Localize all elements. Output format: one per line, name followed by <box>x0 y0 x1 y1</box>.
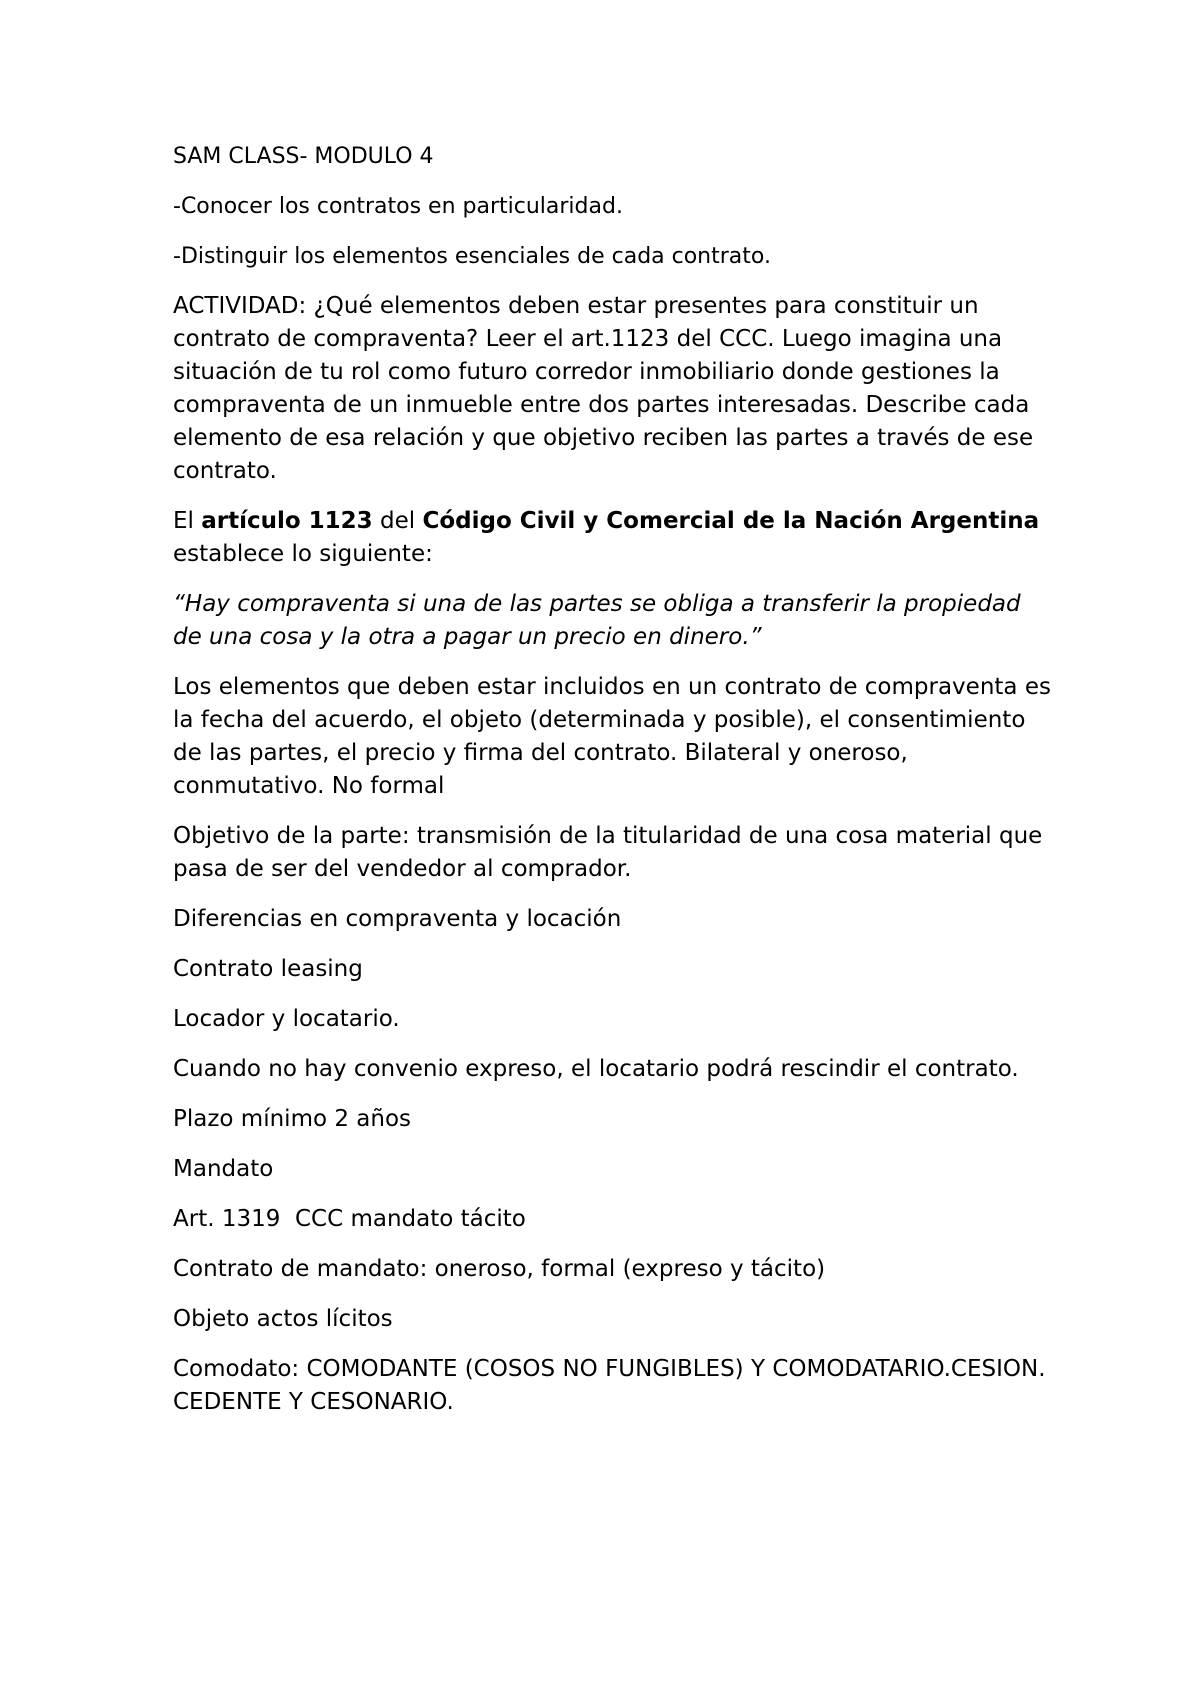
document-title: SAM CLASS- MODULO 4 <box>173 144 434 169</box>
paragraph-plazo: Plazo mínimo 2 años <box>173 1106 412 1132</box>
paragraph-art-1319: Art. 1319 CCC mandato tácito <box>173 1206 526 1232</box>
document-page <box>173 140 1053 1436</box>
article-intro-text-2: del <box>372 508 423 534</box>
paragraph-differences: Diferencias en compraventa y locación <box>173 906 622 932</box>
article-intro-text-1: El <box>173 508 202 534</box>
paragraph-leasing: Contrato leasing <box>173 956 363 982</box>
article-intro <box>173 505 1053 571</box>
paragraph-objeto: Objeto actos lícitos <box>173 1306 393 1332</box>
activity-paragraph: ACTIVIDAD: ¿Qué elementos deben estar presentes para constituir un contrato de compraventa? Leer el art.1123 del CCC. Luego imagina una situación de tu rol como futuro corredor inmobiliario donde gestiones la compraventa de un inmueble entre dos partes interesadas. Describe cada elemento de esa relación y que objetivo reciben las partes a través de ese contrato. <box>173 293 1034 484</box>
paragraph-objective: Objetivo de la parte: transmisión de la titularidad de una cosa material que pasa de ser del vendedor al comprador. <box>173 823 1043 882</box>
paragraph-mandato: Mandato <box>173 1156 274 1182</box>
article-number: artículo 1123 <box>201 508 373 534</box>
article-intro-text-3: establece lo siguiente: <box>173 541 433 567</box>
paragraph-contrato-mandato: Contrato de mandato: oneroso, formal (expreso y tácito) <box>173 1256 826 1282</box>
paragraph-comodato: Comodato: COMODANTE (COSOS NO FUNGIBLES) Y COMODATARIO.CESION. CEDENTE Y CESONARIO. <box>173 1356 1046 1415</box>
objective-2: -Distinguir los elementos esenciales de cada contrato. <box>173 244 771 269</box>
article-quote: “Hay compraventa si una de las partes se obliga a transferir la propiedad de una cosa y la otra a pagar un precio en dinero.” <box>173 591 1021 650</box>
paragraph-convenio: Cuando no hay convenio expreso, el locatario podrá rescindir el contrato. <box>173 1056 1019 1082</box>
paragraph-locador: Locador y locatario. <box>173 1006 400 1032</box>
objective-1: -Conocer los contratos en particularidad. <box>173 194 623 219</box>
paragraph-elements: Los elementos que deben estar incluidos en un contrato de compraventa es la fecha del acuerdo, el objeto (determinada y posible), el consentimiento de las partes, el precio y firma del contrato. Bilateral y oneroso, conmutativo. No formal <box>173 674 1051 799</box>
code-name: Código Civil y Comercial de la Nación Argentina <box>422 508 1040 534</box>
